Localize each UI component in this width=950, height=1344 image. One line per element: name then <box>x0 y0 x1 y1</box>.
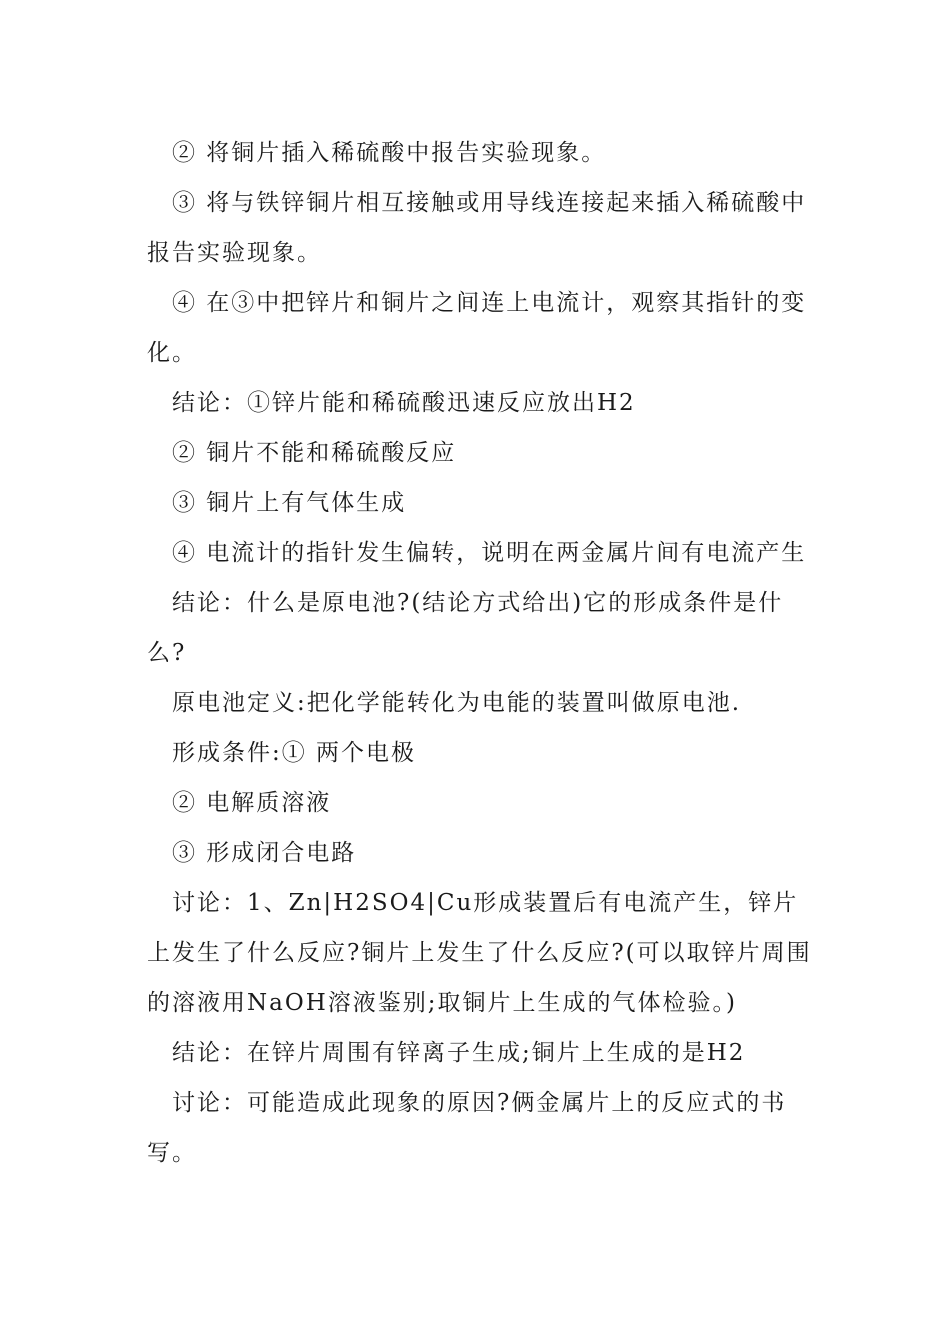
paragraph-definition: 原电池定义:把化学能转化为电能的装置叫做原电池. <box>172 690 742 716</box>
document-body <box>147 128 812 1178</box>
paragraph-conclusion-4: ④ 电流计的指针发生偏转，说明在两金属片间有电流产生 <box>172 540 807 566</box>
paragraph-step-4: ④ 在③中把锌片和铜片之间连上电流计，观察其指针的变化。 <box>147 290 807 366</box>
paragraph-condition-1: 形成条件:① 两个电极 <box>172 740 417 766</box>
paragraph-conclusion-ions: 结论：在锌片周围有锌离子生成;铜片上生成的是H2 <box>172 1040 746 1066</box>
paragraph-conclusion-3: ③ 铜片上有气体生成 <box>172 490 407 516</box>
paragraph-discussion-2: 讨论：可能造成此现象的原因?俩金属片上的反应式的书写。 <box>147 1090 787 1166</box>
paragraph-discussion-1: 讨论：1、Zn|H2SO4|Cu形成装置后有电流产生，锌片上发生了什么反应?铜片上发生了什么反应?(可以取锌片周围的溶液用NaOH溶液鉴别;取铜片上生成的气体检验。) <box>147 890 812 1016</box>
paragraph-step-2: ② 将铜片插入稀硫酸中报告实验现象。 <box>172 140 607 166</box>
paragraph-condition-2: ② 电解质溶液 <box>172 790 332 816</box>
paragraph-condition-3: ③ 形成闭合电路 <box>172 840 357 866</box>
paragraph-step-3: ③ 将与铁锌铜片相互接触或用导线连接起来插入稀硫酸中报告实验现象。 <box>147 190 807 266</box>
paragraph-question-galvanic-cell: 结论：什么是原电池?(结论方式给出)它的形成条件是什么? <box>147 590 784 666</box>
paragraph-conclusion-1: 结论：①锌片能和稀硫酸迅速反应放出H2 <box>172 390 636 416</box>
paragraph-conclusion-2: ② 铜片不能和稀硫酸反应 <box>172 440 457 466</box>
